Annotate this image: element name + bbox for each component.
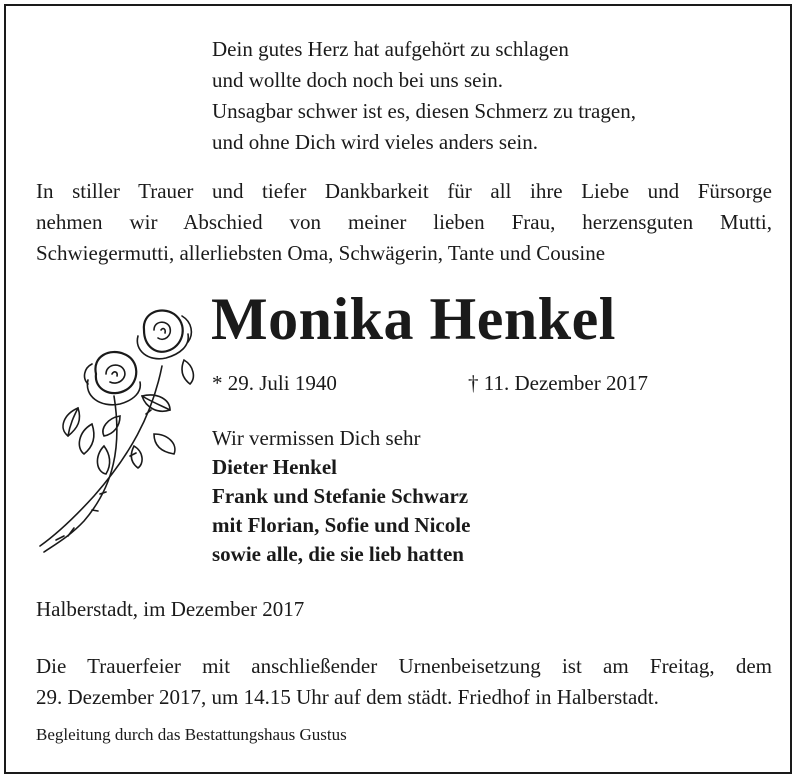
intro-line: Schwiegermutti, allerliebsten Oma, Schwägerin, Tante und Cousine <box>36 241 606 265</box>
poem-line: und wollte doch noch bei uns sein. <box>212 68 504 92</box>
deceased-name: Monika Henkel <box>211 286 616 352</box>
obituary-notice <box>4 4 792 774</box>
mourner-name: Frank und Stefanie Schwarz <box>212 484 469 508</box>
rose-illustration <box>34 296 204 556</box>
upper-rose <box>137 311 191 359</box>
intro-line: nehmen wir Abschied von meiner lieben Frau, herzensguten Mutti, <box>36 210 772 234</box>
intro-text <box>36 176 772 269</box>
mourner-name: Dieter Henkel <box>212 455 337 479</box>
memorial-poem <box>212 34 752 158</box>
poem-line: und ohne Dich wird vieles anders sein. <box>212 130 539 154</box>
mourners-block <box>212 424 470 569</box>
poem-line: Dein gutes Herz hat aufgehört zu schlagen <box>212 37 569 61</box>
intro-line: In stiller Trauer und tiefer Dankbarkeit für all ihre Liebe und Fürsorge <box>36 179 772 203</box>
lower-rose <box>85 352 141 405</box>
death-date: † 11. Dezember 2017 <box>468 371 648 395</box>
mourners-intro: Wir vermissen Dich sehr <box>212 426 421 450</box>
place-date: Halberstadt, im Dezember 2017 <box>36 597 305 621</box>
mourner-name: sowie alle, die sie lieb hatten <box>212 542 464 566</box>
mourner-name: mit Florian, Sofie und Nicole <box>212 513 471 537</box>
undertaker-note: Begleitung durch das Bestattungshaus Gustus <box>36 725 347 744</box>
funeral-line: 29. Dezember 2017, um 14.15 Uhr auf dem städt. Friedhof in Halberstadt. <box>36 685 659 709</box>
birth-date: * 29. Juli 1940 <box>212 371 337 395</box>
poem-line: Unsagbar schwer ist es, diesen Schmerz zu tragen, <box>212 99 636 123</box>
funeral-line: Die Trauerfeier mit anschließender Urnenbeisetzung ist am Freitag, dem <box>36 654 772 678</box>
funeral-details <box>36 651 772 713</box>
